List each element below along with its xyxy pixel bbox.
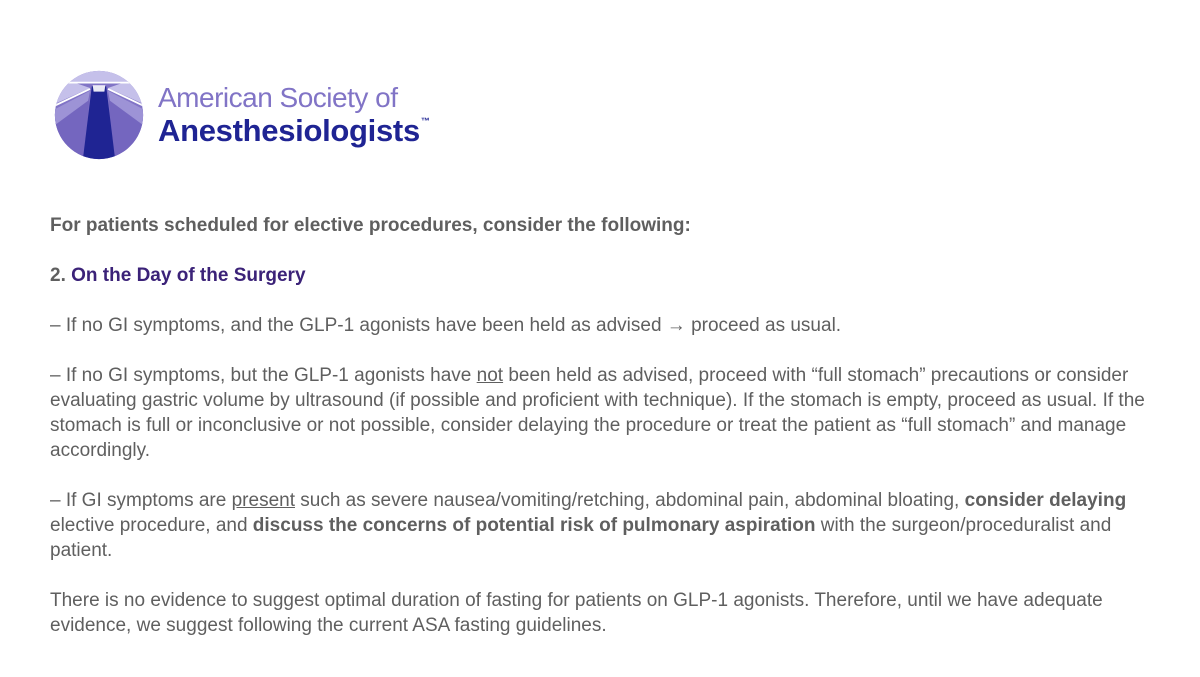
intro-text: For patients scheduled for elective procedures, consider the following: — [50, 215, 691, 236]
conclusion-text: There is no evidence to suggest optimal duration of fasting for patients on GLP-1 agonists. Therefore, until we have adequate evidence, we suggest following the current ASA fasting guidelines. — [50, 590, 1103, 636]
logo-wordmark — [158, 84, 430, 146]
asa-logo — [54, 70, 430, 160]
logo-line1: American Society of — [158, 82, 398, 113]
bullet-3-part4: with the surgeon/proceduralist and patient. — [50, 515, 1112, 561]
bullet-3-part1: – If GI symptoms are — [50, 490, 232, 511]
bullet-2 — [50, 363, 1150, 463]
bullet-3-bold2: discuss the concerns of potential risk of pulmonary aspiration — [252, 515, 816, 536]
bullet-3 — [50, 488, 1150, 563]
logo-line2 — [158, 115, 430, 146]
bullet-3-part3: elective procedure, and — [50, 515, 253, 536]
bullet-3-bold1: consider delaying — [964, 490, 1127, 511]
bullet-3-part2: such as severe nausea/vomiting/retching, abdominal pain, abdominal bloating, — [294, 490, 965, 511]
bullet-2-part1: – If no GI symptoms, but the GLP-1 agonists have — [50, 365, 477, 386]
section-title: On the Day of the Surgery — [71, 265, 306, 286]
logo-line2-text: Anesthesiologists — [158, 113, 420, 148]
bullet-1: – If no GI symptoms, and the GLP-1 agonists have been held as advised → proceed as usual. — [50, 315, 842, 336]
lighthouse-beam-emblem-icon — [54, 70, 144, 160]
section-number: 2. — [50, 265, 66, 286]
bullet-3-underlined: present — [231, 490, 295, 511]
bullet-2-part2: been held as advised, proceed with “full stomach” precautions or consider evaluating gastric volume by ultrasound (if possible and proficient with technique). If the stomach is empty, proceed as usual. If the stomach is full or inconclusive or not possible, consider delaying the procedure or treat the patient as “full stomach” and manage accordingly. — [50, 365, 1145, 461]
bullet-2-underlined: not — [476, 365, 504, 386]
trademark-symbol: ™ — [420, 116, 430, 126]
section-heading — [50, 263, 1150, 288]
document-body — [50, 213, 1150, 638]
